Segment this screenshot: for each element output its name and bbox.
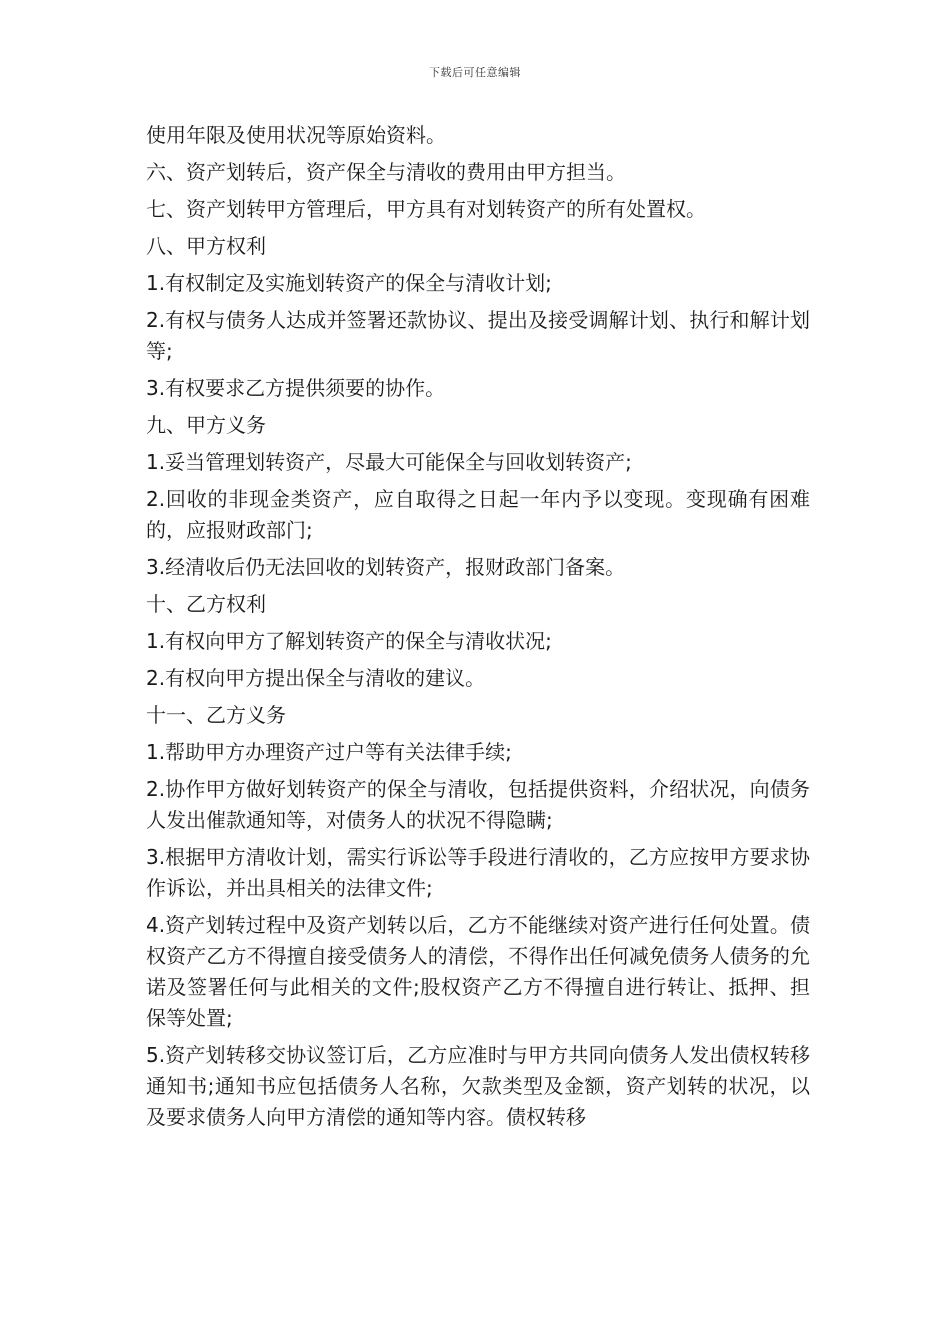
section-heading: 十、乙方权利 [146, 592, 266, 616]
list-item: 2.回收的非现金类资产，应自取得之日起一年内予以变现。变现确有困难的，应报财政部门; [146, 487, 810, 542]
section-heading: 十一、乙方义务 [146, 703, 286, 727]
paragraph: 七、资产划转甲方管理后，甲方具有对划转资产的所有处置权。 [146, 197, 706, 221]
list-item: 2.有权与债务人达成并签署还款协议、提出及接受调解计划、执行和解计划等; [146, 308, 810, 363]
list-item: 1.有权制定及实施划转资产的保全与清收计划; [146, 271, 552, 295]
list-item: 1.帮助甲方办理资产过户等有关法律手续; [146, 740, 512, 764]
list-item: 2.协作甲方做好划转资产的保全与清收，包括提供资料，介绍状况，向债务人发出催款通知等，对债务人的状况不得隐瞒; [146, 777, 810, 832]
paragraph: 使用年限及使用状况等原始资料。 [146, 123, 446, 147]
list-item: 2.有权向甲方提出保全与清收的建议。 [146, 666, 486, 690]
section-heading: 八、甲方权利 [146, 234, 266, 258]
list-item: 1.妥当管理划转资产，尽最大可能保全与回收划转资产; [146, 450, 632, 474]
list-item: 3.有权要求乙方提供须要的协作。 [146, 376, 446, 400]
document-body [146, 120, 810, 1139]
page-header: 下载后可任意编辑 [429, 66, 521, 79]
section-heading: 九、甲方义务 [146, 413, 266, 437]
list-item: 5.资产划转移交协议签订后，乙方应准时与甲方共同向债务人发出债权转移通知书;通知书应包括债务人名称，欠款类型及金额，资产划转的状况，以及要求债务人向甲方清偿的通知等内容。债权转移 [146, 1043, 810, 1129]
list-item: 1.有权向甲方了解划转资产的保全与清收状况; [146, 629, 552, 653]
paragraph: 六、资产划转后，资产保全与清收的费用由甲方担当。 [146, 160, 626, 184]
list-item: 4.资产划转过程中及资产划转以后，乙方不能继续对资产进行任何处置。债权资产乙方不得擅自接受债务人的清偿，不得作出任何减免债务人债务的允诺及签署任何与此相关的文件;股权资产乙方不得擅自进行转让、抵押、担保等处置; [146, 913, 810, 1030]
list-item: 3.经清收后仍无法回收的划转资产，报财政部门备案。 [146, 555, 626, 579]
list-item: 3.根据甲方清收计划，需实行诉讼等手段进行清收的，乙方应按甲方要求协作诉讼，并出具相关的法律文件; [146, 845, 810, 900]
